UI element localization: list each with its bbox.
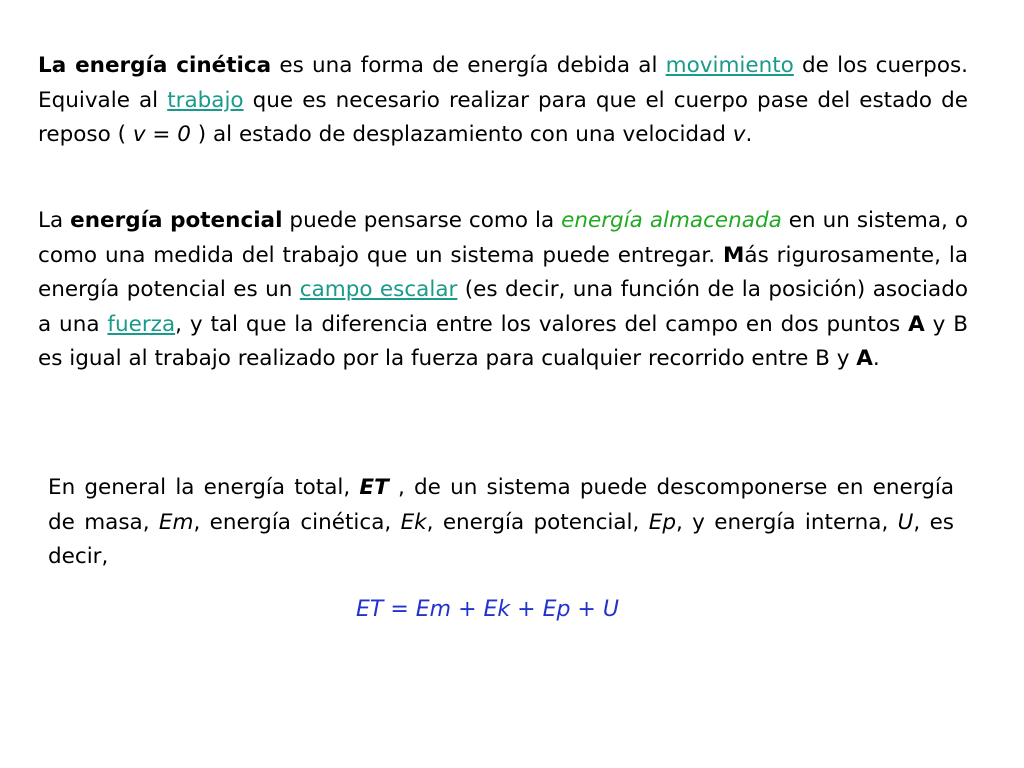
link-campo-escalar[interactable]: campo escalar [299, 277, 458, 302]
text-span: y B es igual al trabajo realizado por la fuerza para cualquier recorrido entre B y [38, 311, 968, 371]
highlight-stored-energy: energía almacenada [561, 208, 782, 233]
text-span: , es decir, [48, 509, 955, 569]
bold-letter-m: M [723, 242, 745, 268]
text-span: ) al estado de desplazamiento con una velocidad [190, 122, 733, 147]
symbol-et: ET [359, 475, 389, 500]
link-trabajo[interactable]: trabajo [167, 87, 244, 113]
text-span: (es decir, una función de la posición) asociado a una [38, 277, 969, 337]
text-span: , energía cinética, [193, 509, 401, 535]
text-span: ás rigurosamente, la energía potencial es un [38, 242, 968, 302]
term-kinetic-energy: La energía cinética [38, 53, 272, 78]
text-span: En general la energía total, [48, 475, 360, 500]
text-span: . [872, 346, 880, 371]
text-span: , y energía interna, [675, 509, 898, 535]
text-span: que es necesario realizar para que el cuerpo pase del estado de reposo ( [38, 87, 969, 147]
text-span: en un sistema, o como una medida del trabajo que un sistema puede entregar. [38, 208, 968, 268]
text-span: , y tal que la diferencia entre los valores del campo en dos puntos [175, 311, 909, 337]
text-span: La [38, 208, 71, 233]
text-span: puede pensarse como la [282, 208, 562, 233]
symbol-em: Em [158, 509, 194, 535]
text-span: es una forma de energía debida al [271, 53, 666, 78]
symbol-ep: Ep [648, 509, 676, 535]
symbol-ek: Ek [400, 509, 427, 535]
velocity-variable: v [732, 122, 746, 147]
symbol-u: U [897, 509, 914, 535]
link-movimiento[interactable]: movimiento [665, 53, 794, 78]
text-span: . [745, 122, 753, 147]
text-span: , energía potencial, [426, 509, 649, 535]
link-fuerza[interactable]: fuerza [107, 311, 176, 337]
rest-velocity-expression: v = 0 [132, 122, 191, 147]
text-span: de los cuerpos. Equivale al [38, 53, 969, 113]
term-potential-energy: energía potencial [70, 208, 283, 233]
paragraph-kinetic-energy [38, 49, 968, 153]
point-a: A [856, 346, 873, 371]
text-span: , de un sistema puede descomponerse en energía de masa, [48, 475, 954, 535]
paragraph-total-energy [48, 471, 954, 575]
paragraph-potential-energy [38, 204, 968, 377]
point-a: A [908, 311, 925, 337]
total-energy-formula: ET = Em + Ek + Ep + U [356, 597, 619, 622]
